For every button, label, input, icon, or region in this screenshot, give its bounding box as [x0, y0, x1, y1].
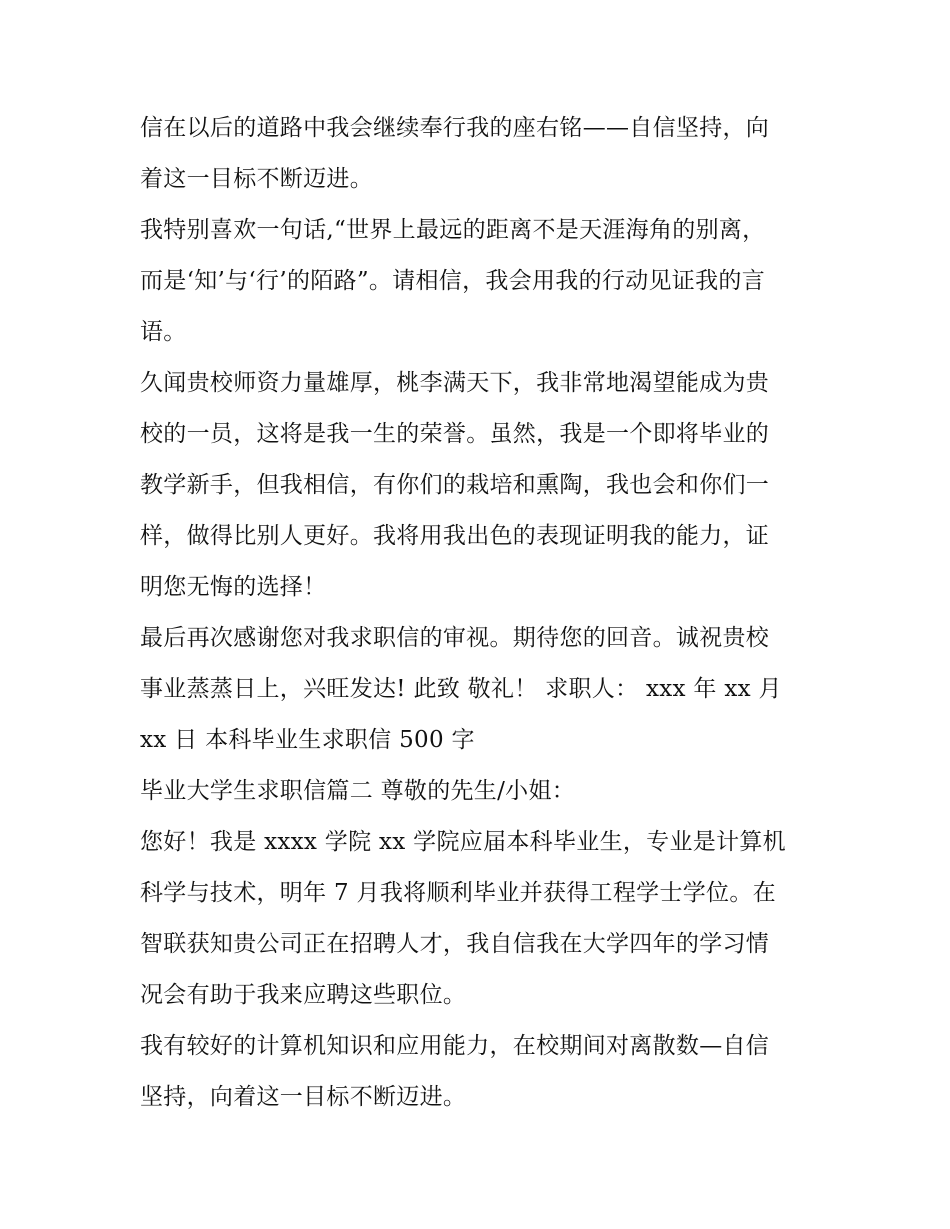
text-line: 久闻贵校师资力量雄厚，桃李满天下，我非常地渴望能成为贵: [140, 370, 770, 396]
paragraph-intro: [140, 817, 812, 1021]
text-line: 我有较好的计算机知识和应用能力，在校期间对离散数—自信: [140, 1033, 770, 1059]
text-line: 事业蒸蒸日上，兴旺发达! 此致 敬礼！ 求职人： xxx 年 xx 月: [140, 676, 782, 702]
text-line: 况会有助于我来应聘这些职位。: [140, 982, 467, 1008]
text-line: xx 日 本科毕业生求职信 500 字: [140, 727, 475, 753]
text-line: 信在以后的道路中我会继续奉行我的座右铭——自信坚持，向: [140, 115, 770, 141]
document-body: [140, 103, 812, 1123]
text-line: 校的一员，这将是我一生的荣誉。虽然，我是一个即将毕业的: [140, 421, 770, 447]
text-line: 智联获知贵公司正在招聘人才，我自信我在大学四年的学习情: [140, 931, 770, 957]
paragraph-quote: [140, 205, 812, 358]
text-line: 样，做得比别人更好。我将用我出色的表现证明我的能力，证: [140, 523, 770, 549]
text-line: 科学与技术，明年 7 月我将顺利毕业并获得工程学士学位。在: [140, 880, 776, 906]
text-line: 而是‘知’与‘行’的陌路”。请相信，我会用我的行动见证我的言: [140, 268, 766, 294]
paragraph-closing: [140, 613, 812, 766]
text-line: 最后再次感谢您对我求职信的审视。期待您的回音。诚祝贵校: [140, 625, 770, 651]
paragraph-motto: [140, 103, 812, 205]
paragraph-school: [140, 358, 812, 613]
text-line: 毕业大学生求职信篇二 尊敬的先生/小姐：: [140, 778, 576, 804]
text-line: 明您无悔的选择！: [140, 574, 327, 600]
text-line: 教学新手，但我相信，有你们的栽培和熏陶，我也会和你们一: [140, 472, 770, 498]
text-line: 语。: [140, 319, 187, 345]
paragraph-skills: [140, 1021, 812, 1123]
text-line: 坚持，向着这一目标不断迈进。: [140, 1084, 467, 1110]
text-line: 您好！我是 xxxx 学院 xx 学院应届本科毕业生，专业是计算机: [140, 829, 786, 855]
text-line: 着这一目标不断迈进。: [140, 166, 373, 192]
text-line: 我特别喜欢一句话,“世界上最远的距离不是天涯海角的别离，: [140, 217, 766, 243]
section-heading: [140, 766, 812, 817]
